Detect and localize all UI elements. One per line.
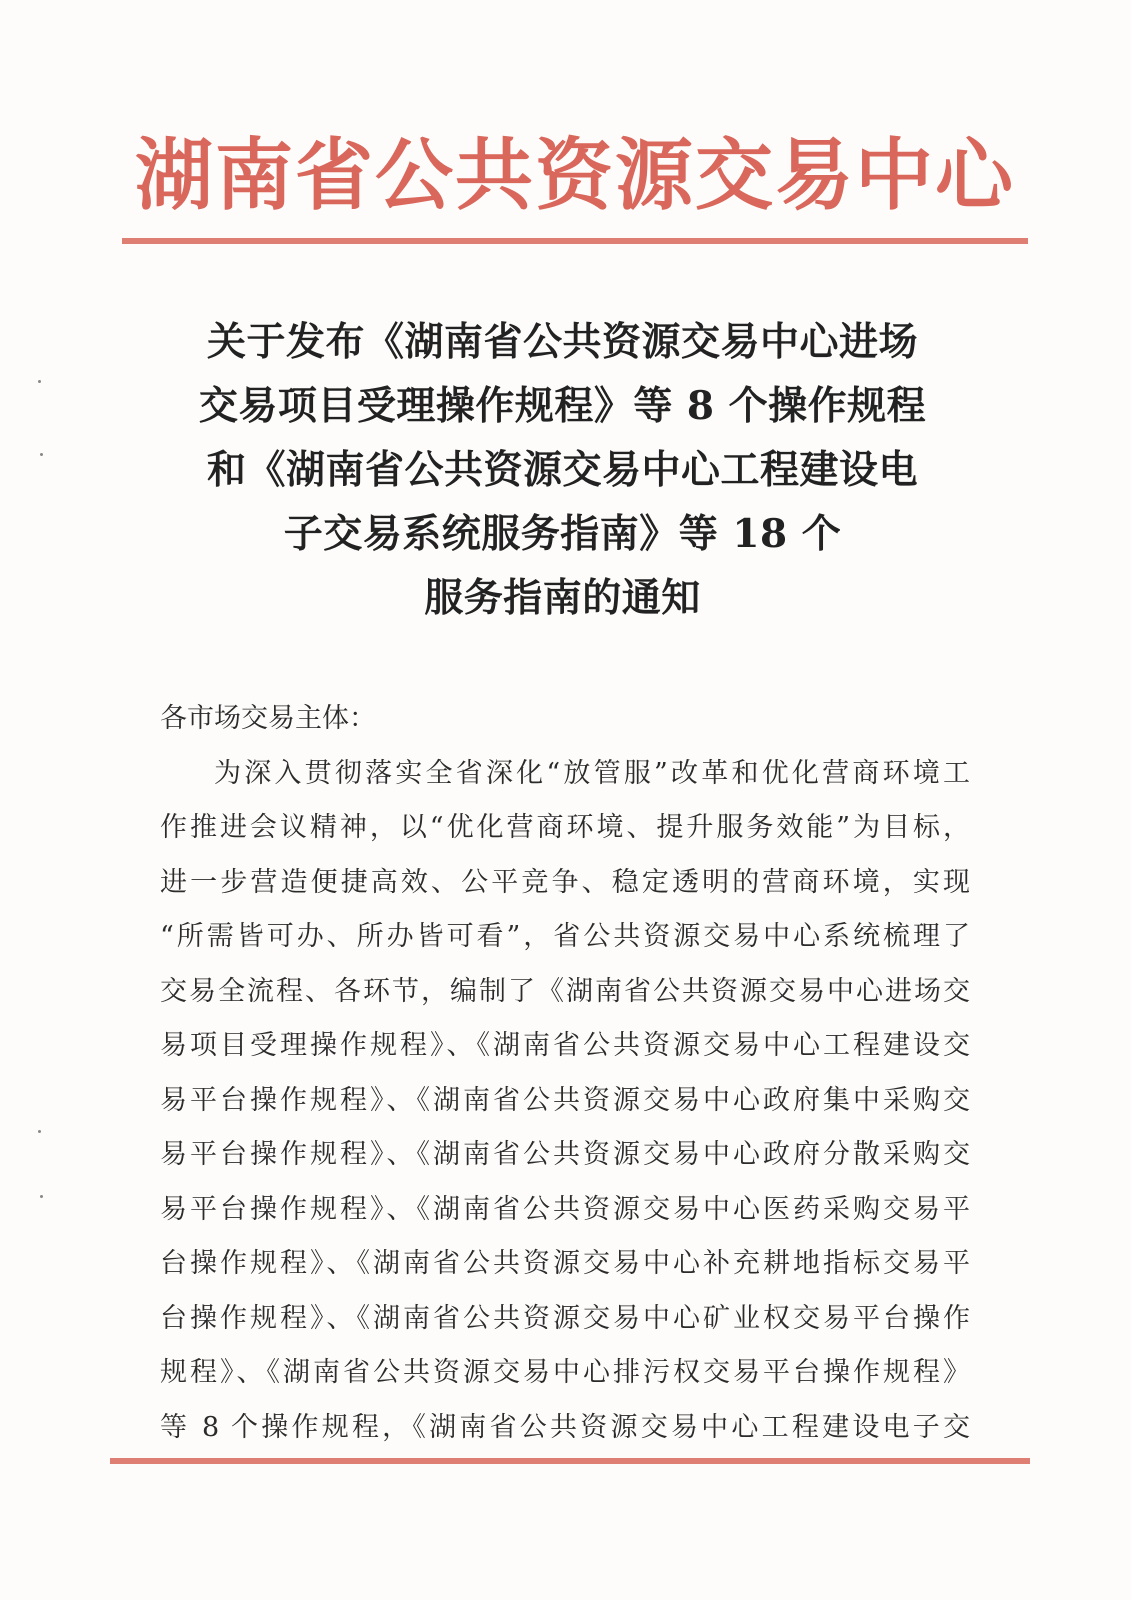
document-title bbox=[160, 310, 965, 630]
paragraph-line: “所需皆可办、所办皆可看”，省公共资源交易中心系统梳理了 bbox=[160, 921, 970, 952]
title-line: 子交易系统服务指南》等 18 个 bbox=[283, 511, 842, 557]
title-line: 交易项目受理操作规程》等 8 个操作规程 bbox=[198, 383, 927, 429]
scan-speck bbox=[40, 1195, 43, 1198]
paragraph-line: 台操作规程》、《湖南省公共资源交易中心补充耕地指标交易平 bbox=[160, 1248, 970, 1279]
paragraph-line: 作推进会议精神，以“优化营商环境、提升服务效能”为目标， bbox=[160, 812, 970, 843]
letterhead-divider bbox=[122, 238, 1028, 244]
paragraph-line: 台操作规程》、《湖南省公共资源交易中心矿业权交易平台操作 bbox=[160, 1302, 970, 1334]
paragraph-line: 交易全流程、各环节，编制了《湖南省公共资源交易中心进场交 bbox=[160, 975, 970, 1007]
paragraph-line: 易平台操作规程》、《湖南省公共资源交易中心医药采购交易平 bbox=[160, 1193, 970, 1225]
salutation: 各市场交易主体： bbox=[160, 703, 376, 734]
paragraph-line: 规程》、《湖南省公共资源交易中心排污权交易平台操作规程》 bbox=[160, 1357, 970, 1388]
footer-divider bbox=[110, 1458, 1030, 1464]
paragraph-line: 易项目受理操作规程》、《湖南省公共资源交易中心工程建设交 bbox=[160, 1030, 970, 1061]
paragraph-line: 进一步营造便捷高效、公平竞争、稳定透明的营商环境，实现 bbox=[160, 866, 970, 898]
document-body bbox=[160, 692, 970, 1455]
title-line: 关于发布《湖南省公共资源交易中心进场 bbox=[206, 319, 918, 365]
title-line: 服务指南的通知 bbox=[424, 575, 701, 621]
title-line: 和《湖南省公共资源交易中心工程建设电 bbox=[206, 447, 918, 493]
scan-speck bbox=[38, 1130, 41, 1133]
paragraph-line: 等 8 个操作规程，《湖南省公共资源交易中心工程建设电子交 bbox=[160, 1411, 970, 1443]
body-paragraph bbox=[160, 747, 970, 1456]
paragraph-line: 为深入贯彻落实全省深化“放管服”改革和优化营商环境工 bbox=[214, 757, 970, 789]
paragraph-line: 易平台操作规程》、《湖南省公共资源交易中心政府分散采购交 bbox=[160, 1139, 970, 1170]
scan-speck bbox=[40, 453, 43, 456]
letterhead-org-name: 湖南省公共资源交易中心 bbox=[134, 130, 1015, 221]
scan-speck bbox=[38, 380, 41, 383]
paragraph-line: 易平台操作规程》、《湖南省公共资源交易中心政府集中采购交 bbox=[160, 1084, 970, 1116]
